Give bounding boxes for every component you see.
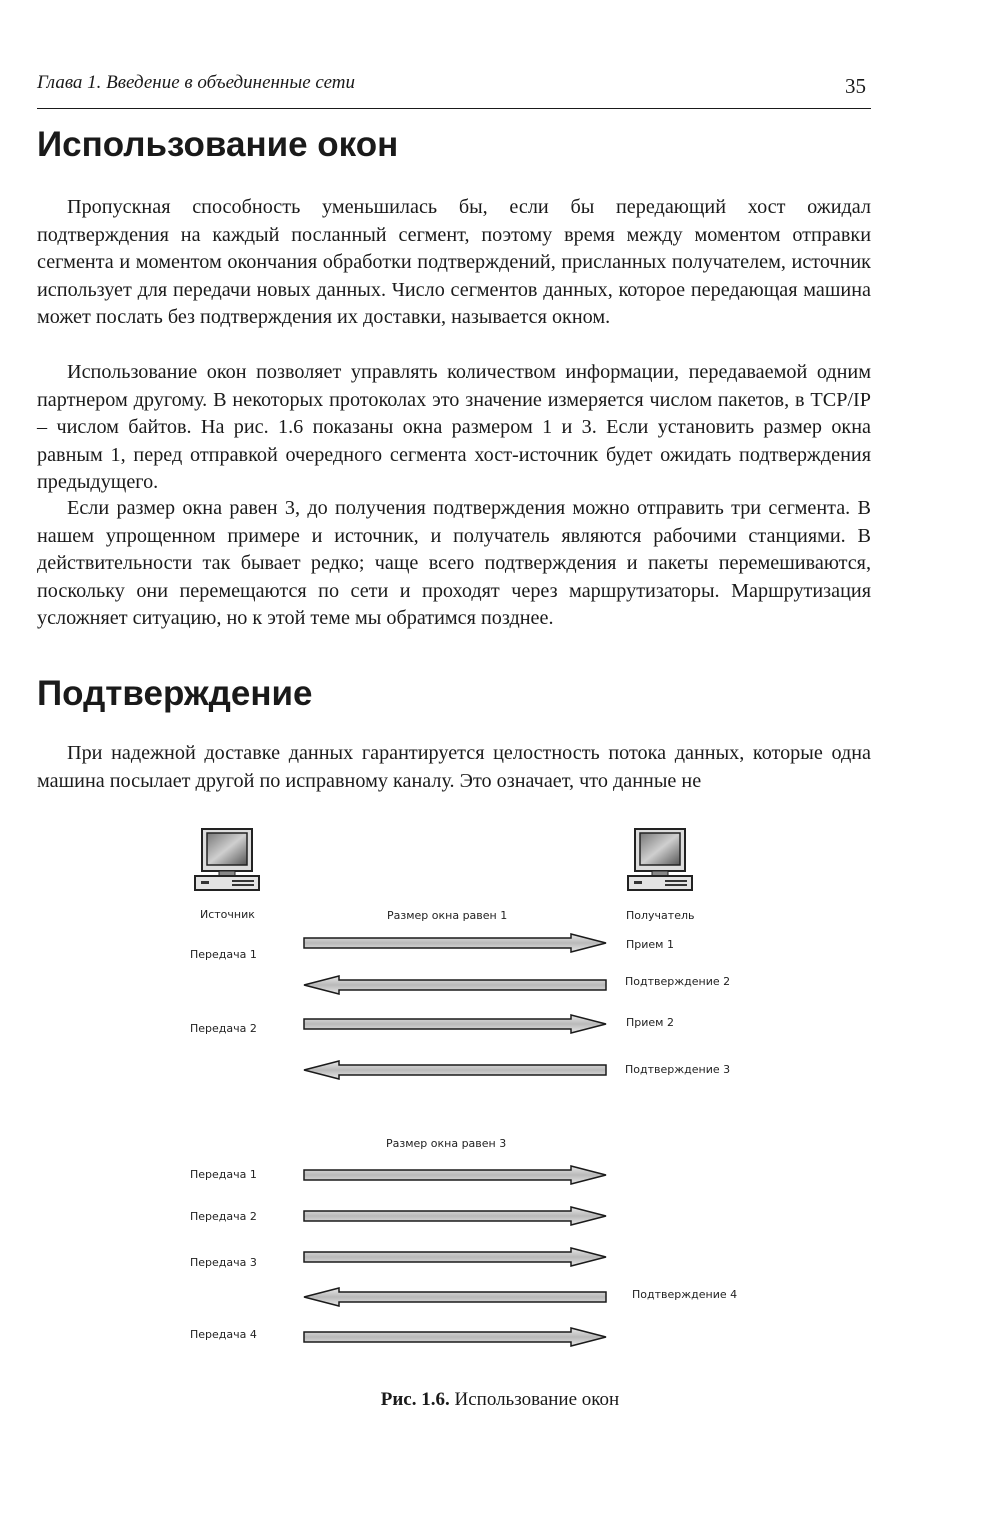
figure-caption-number: Рис. 1.6. xyxy=(380,1389,450,1410)
figure-caption xyxy=(0,1389,1000,1411)
w1-transmit-2-arrow-icon xyxy=(304,1015,606,1033)
receiver-computer-icon xyxy=(628,829,692,890)
receiver-label: Получатель xyxy=(626,909,695,922)
w3-ack-4-arrow-icon xyxy=(304,1288,606,1306)
w1-ack-3-arrow-icon xyxy=(304,1061,606,1079)
w3-ack-4-label: Подтверждение 4 xyxy=(632,1288,738,1301)
running-head: Глава 1. Введение в объединенные сети xyxy=(37,72,355,93)
w1-receive-2-label: Прием 2 xyxy=(626,1016,674,1029)
w3-transmit-3-label: Передача 3 xyxy=(190,1256,257,1269)
w3-transmit-1-arrow-icon xyxy=(304,1166,606,1184)
window-1-title: Размер окна равен 1 xyxy=(387,909,508,922)
section-title-acknowledgement: Подтверждение xyxy=(37,674,313,713)
w3-transmit-2-arrow-icon xyxy=(304,1207,606,1225)
page-number: 35 xyxy=(845,74,866,98)
w1-transmit-1-arrow-icon xyxy=(304,934,606,952)
w3-transmit-4-arrow-icon xyxy=(304,1328,606,1346)
w1-transmit-1-label: Передача 1 xyxy=(190,948,257,961)
w3-transmit-1-label: Передача 1 xyxy=(190,1168,257,1181)
w3-transmit-3-arrow-icon xyxy=(304,1248,606,1266)
paragraph-4: При надежной доставке данных гарантируется целостность потока данных, которые одна машина посылает другой по исправному каналу. Это означает, что данные не xyxy=(37,742,871,792)
w3-transmit-4-label: Передача 4 xyxy=(190,1328,257,1341)
source-label: Источник xyxy=(200,908,255,921)
w1-ack-2-arrow-icon xyxy=(304,976,606,994)
window-3-title: Размер окна равен 3 xyxy=(386,1137,507,1150)
section-title-windowing: Использование окон xyxy=(37,125,399,164)
figure-caption-text: Использование окон xyxy=(454,1389,620,1410)
paragraph-1: Пропускная способность уменьшилась бы, если бы передающий хост ожидал подтверждения на каждый посланный сегмент, поэтому время между моментом отправки сегмента и моментом окончания обработки подтверждений, присланных получателем, источник использует для передачи новых данных. Число сегментов данных, которое передающая машина может послать без подтверждения их доставки, называется окном. xyxy=(37,196,871,328)
w1-receive-1-label: Прием 1 xyxy=(626,938,674,951)
header-rule xyxy=(37,108,871,109)
windowing-figure xyxy=(0,820,1000,1420)
paragraph-3: Если размер окна равен 3, до получения подтверждения можно отправить три сегмента. В нашем упрощенном примере и источник, и получатель являются рабочими станциями. В действительности так бывает редко; чаще всего подтверждения и пакеты перемешиваются, поскольку они перемещаются по сети и проходят через маршрутизаторы. Маршрутизация усложняет ситуацию, но к этой теме мы обратимся позднее. xyxy=(37,497,871,629)
w3-transmit-2-label: Передача 2 xyxy=(190,1210,257,1223)
w1-transmit-2-label: Передача 2 xyxy=(190,1022,257,1035)
source-computer-icon xyxy=(195,829,259,890)
w1-ack-3-label: Подтверждение 3 xyxy=(625,1063,731,1076)
paragraph-2: Использование окон позволяет управлять количеством информации, передаваемой одним партнером другому. В некоторых протоколах это значение измеряется числом пакетов, в TCP/IP – числом байтов. На рис. 1.6 показаны окна размером 1 и 3. Если установить размер окна равным 1, перед отправкой очередного сегмента хост-источник будет ожидать подтверждения предыдущего. xyxy=(37,361,871,493)
w1-ack-2-label: Подтверждение 2 xyxy=(625,975,731,988)
